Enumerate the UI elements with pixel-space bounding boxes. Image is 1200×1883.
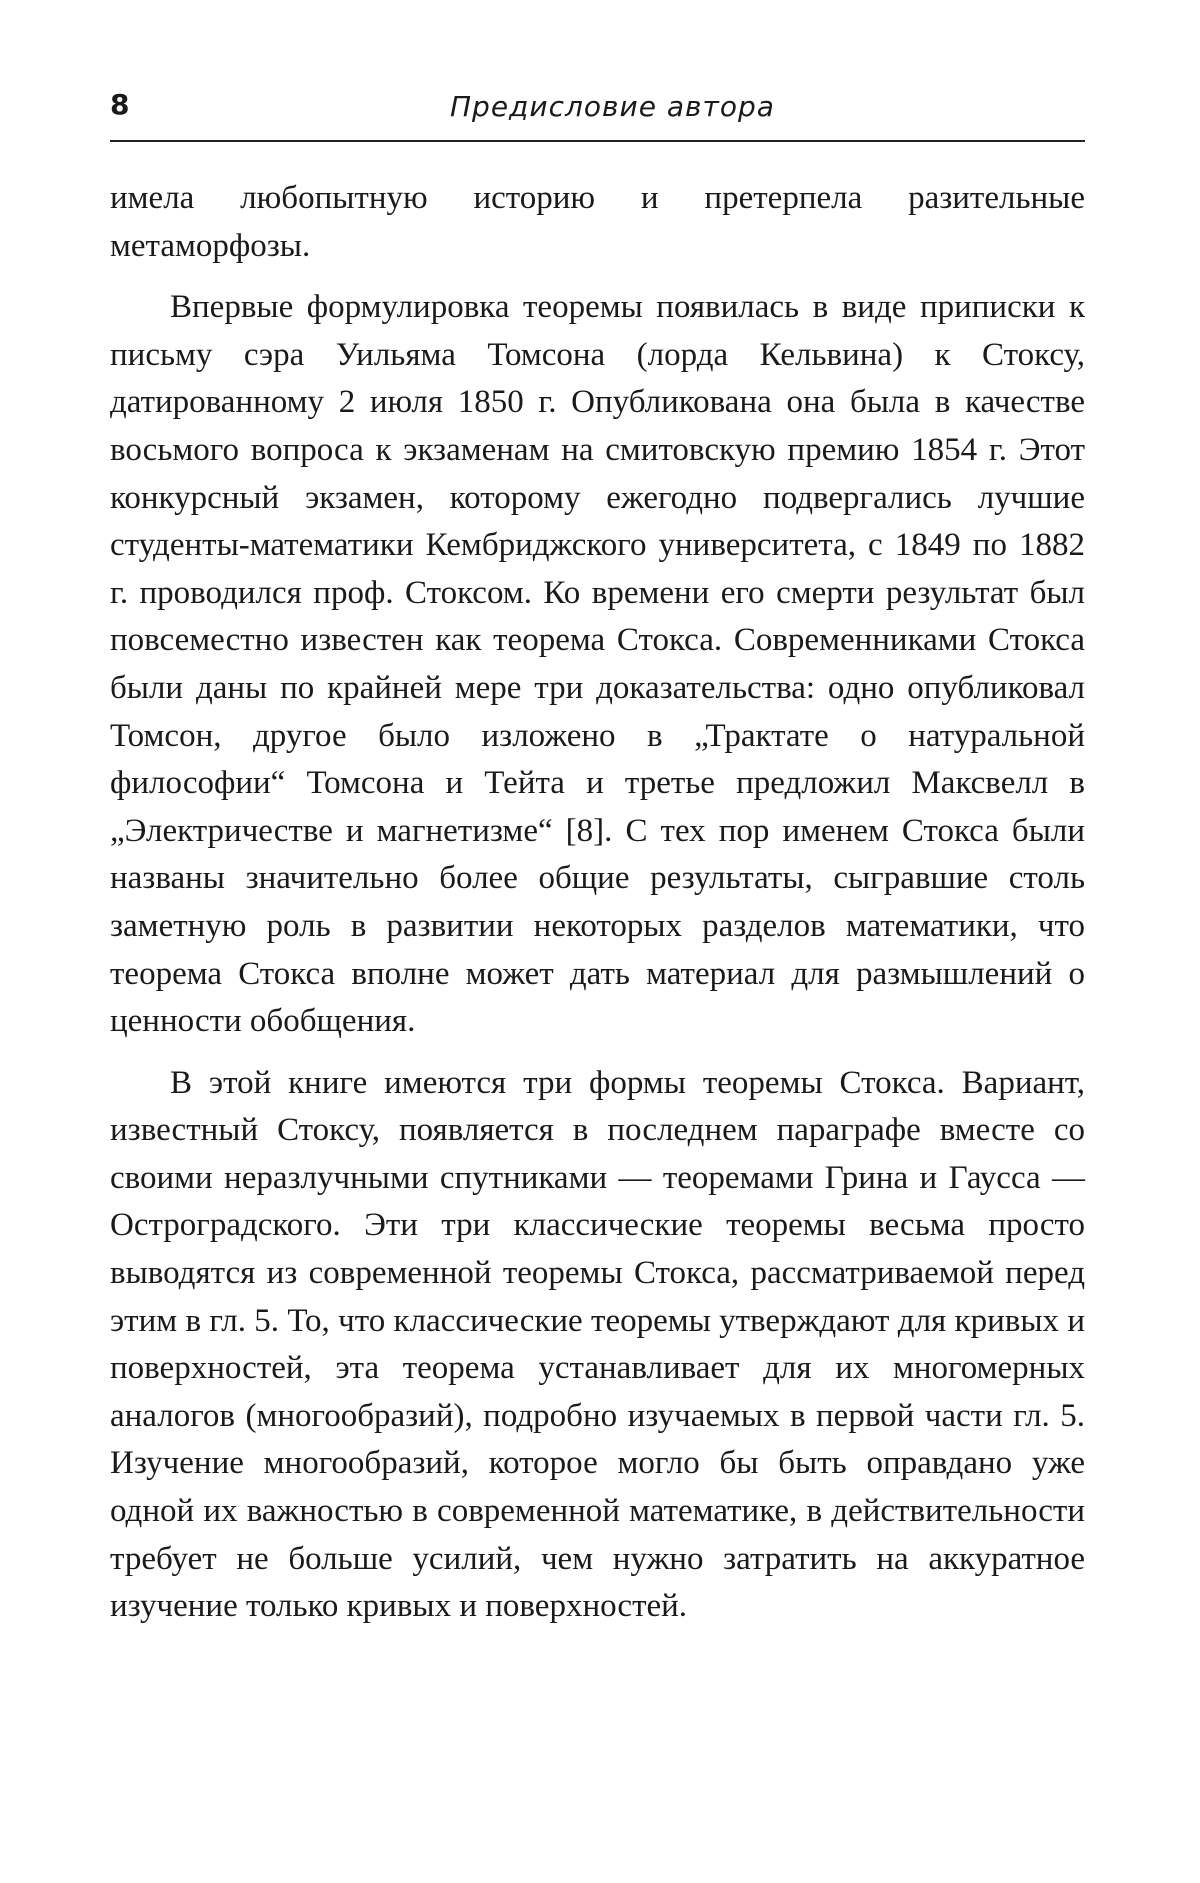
paragraph-continuation: имела любопытную историю и претерпела разительные метаморфозы. [110,180,1085,264]
page-number: 8 [110,88,130,121]
header-rule [110,140,1085,142]
running-head: Предисловие автора [450,90,775,123]
paragraph-book-forms: В этой книге имеются три формы теоремы Стокса. Вариант, известный Стоксу, появляется в последнем параграфе вместе со своими неразлучными спутниками — теоремами Грина и Гаусса — Остроградского. Эти три классические теоремы весьма просто выводятся из современной теоремы Стокса, рассматриваемой перед этим в гл. 5. То, что классические теоремы утверждают для кривых и поверхностей, эта теорема устанавливает для их многомерных аналогов (многообразий), подробно изучаемых в первой части гл. 5. Изучение многообразий, которое могло бы быть оправдано уже одной их важностью в современной математике, в действительности требует не больше усилий, чем нужно затратить на аккуратное изучение только кривых и поверхностей. [110,1064,1085,1625]
paragraph-stokes-history: Впервые формулировка теоремы появилась в виде приписки к письму сэра Уильяма Томсона (лорда Кельвина) к Стоксу, датированному 2 июля 1850 г. Опубликована она была в качестве восьмого вопроса к экзаменам на смитовскую премию 1854 г. Этот конкурсный экзамен, которому ежегодно подвергались лучшие студенты-математики Кембриджского университета, с 1849 по 1882 г. проводился проф. Стоксом. Ко времени его смерти результат был повсеместно известен как теорема Стокса. Современниками Стокса были даны по крайней мере три доказательства: одно опубликовал Томсон, другое было изложено в „Трактате о натуральной философии“ Томсона и Тейта и третье предложил Максвелл в „Электричестве и магнетизме“ [8]. С тех пор именем Стокса были названы значительно более общие результаты, сыгравшие столь заметную роль в развитии некоторых разделов математики, что теорема Стокса вполне может дать материал для размышлений о ценности обобщения. [110,289,1085,1040]
page-header [110,88,1085,138]
body-text [110,175,1085,1645]
